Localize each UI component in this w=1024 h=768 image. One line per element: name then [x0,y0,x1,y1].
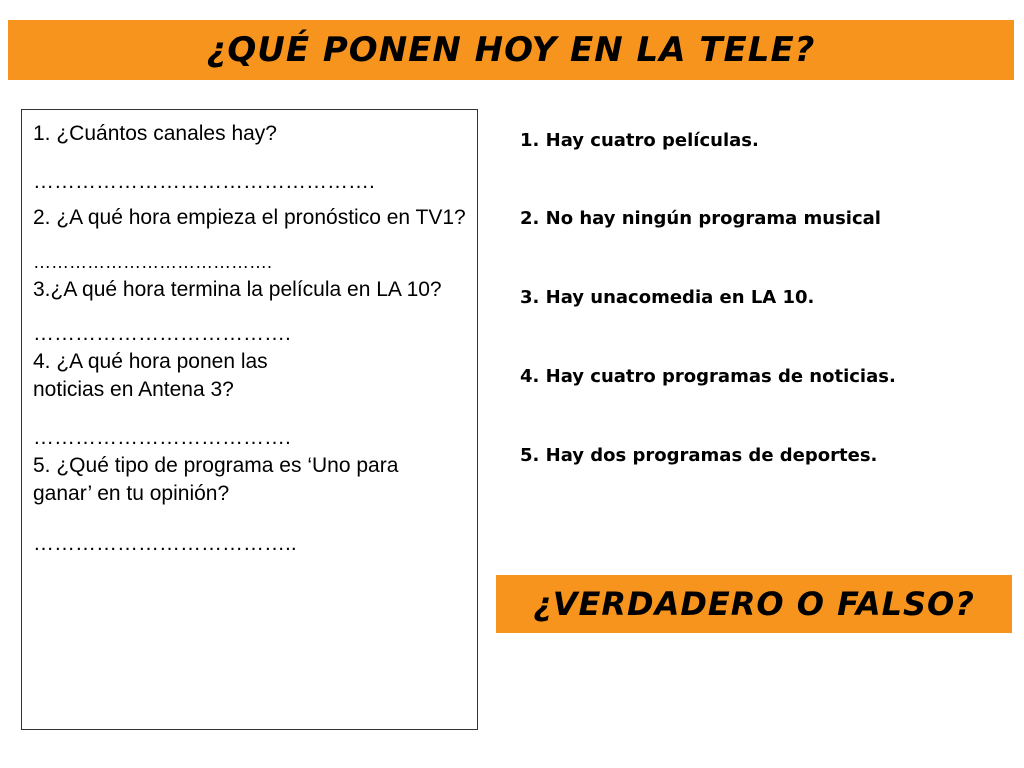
question-item [33,348,467,452]
answer-blank[interactable]: …………………………………. [33,252,273,272]
question-text: 2. ¿A qué hora empieza el pronóstico en TV1? [33,206,466,229]
page-title: ¿QUÉ PONEN HOY EN LA TELE? [206,30,816,70]
answer-blank[interactable]: ……………………………….. [33,532,297,555]
section-title: ¿VERDADERO O FALSO? [533,585,975,623]
question-text: 4. ¿A qué hora ponen las noticias en Antena 3? [33,350,268,401]
statement-item: 5. Hay dos programas de deportes. [520,445,878,466]
statement-item: 2. No hay ningún programa musical [520,208,881,229]
answer-blank[interactable]: …………………………………………. [33,170,375,193]
questions-box [21,109,478,730]
statement-item: 4. Hay cuatro programas de noticias. [520,366,896,387]
title-banner [8,20,1014,80]
question-item [33,120,467,196]
statement-item: 1. Hay cuatro películas. [520,130,759,151]
question-item [33,452,467,558]
answer-blank[interactable]: ………………………………. [33,426,291,449]
answer-blank[interactable]: ………………………………. [33,322,291,345]
true-false-banner [496,575,1012,633]
question-item [33,276,467,348]
question-text: 3.¿A qué hora termina la película en LA 10? [33,278,442,301]
question-item [33,204,467,276]
question-text: 1. ¿Cuántos canales hay? [33,122,277,145]
question-text: 5. ¿Qué tipo de programa es ‘Uno para ganar’ en tu opinión? [33,454,399,505]
statement-item: 3. Hay unacomedia en LA 10. [520,287,815,308]
